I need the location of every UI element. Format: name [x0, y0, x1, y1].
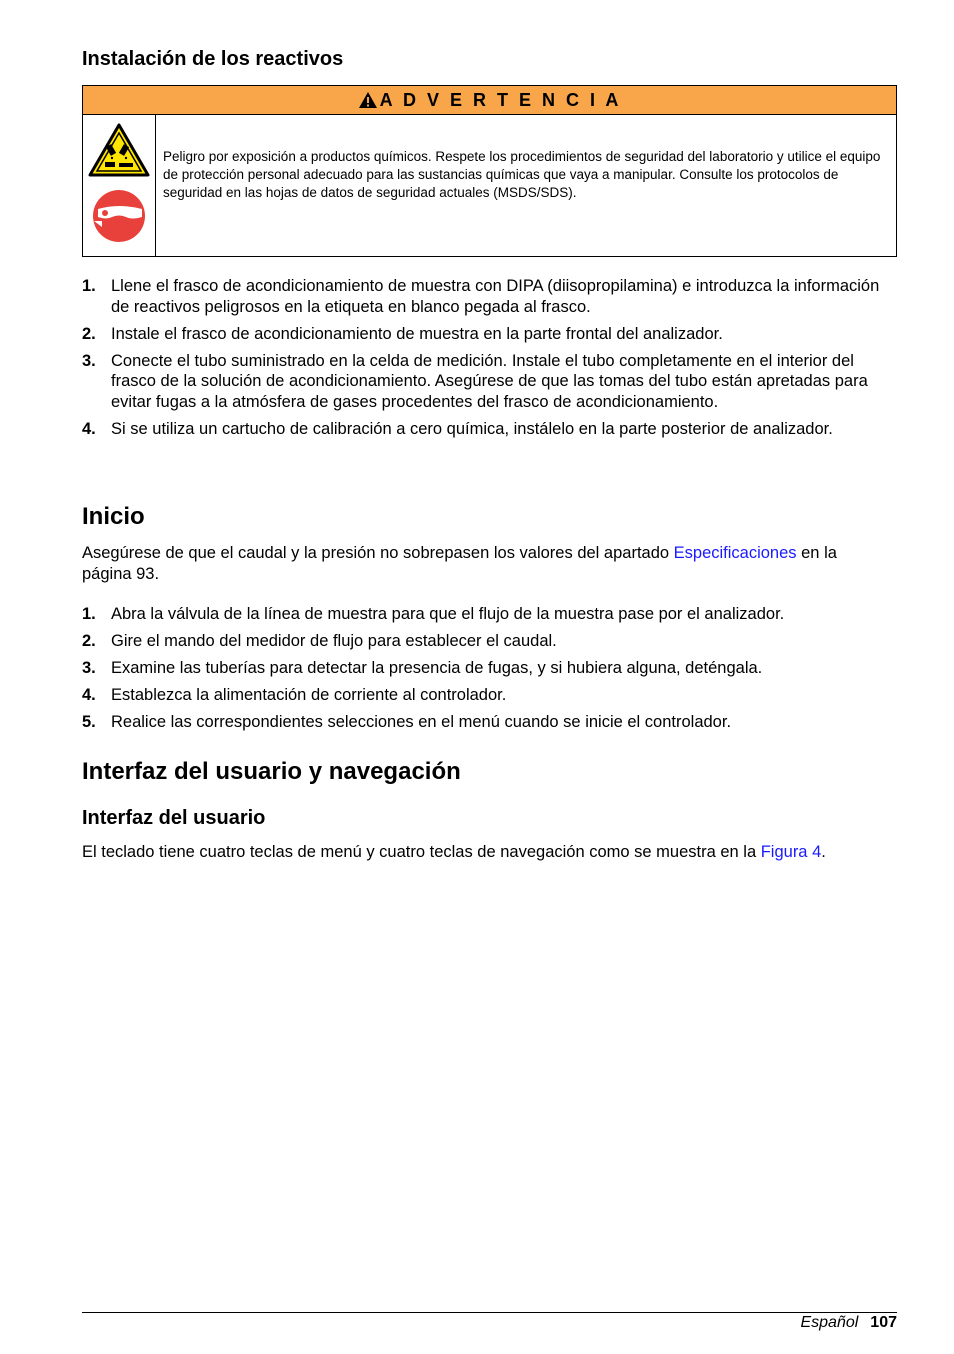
page-footer	[82, 1312, 897, 1345]
subsection-heading-ui: Interfaz del usuario	[82, 807, 266, 829]
step-number: 1.	[82, 277, 96, 295]
warning-text: Peligro por exposición a productos químicos. Respete los procedimientos de seguridad del laboratorio y utilice el equipo de protección personal adecuado para las sustancias químicas que vaya a manipular. Consulte los protocolos de seguridad en las hojas de datos de seguridad actuales (MSDS/SDS).	[163, 149, 881, 200]
list-item	[82, 712, 897, 733]
step-text: Establezca la alimentación de corriente al controlador.	[111, 686, 507, 704]
section-heading-inicio: Inicio	[82, 503, 145, 530]
step-text: Realice las correspondientes selecciones en el menú cuando se inicie el controlador.	[111, 713, 732, 731]
step-number: 5.	[82, 713, 96, 731]
step-text: Conecte el tubo suministrado en la celda de medición. Instale el tubo completamente en el interior del frasco de la solución de acondicionamiento. Asegúrese de que las tomas del tubo están apretadas para evitar fugas a la atmósfera de gases procedentes del frasco de acondicionamiento.	[111, 351, 868, 411]
list-item	[82, 324, 897, 345]
step-number: 4.	[82, 419, 96, 438]
list-item	[82, 351, 897, 413]
section-heading-navigation: Interfaz del usuario y navegación	[82, 758, 461, 785]
step-number: 2.	[82, 324, 96, 343]
intro-text: Asegúrese de que el caudal y la presión no sobrepasen los valores del apartado	[82, 544, 674, 562]
intro-text-end: en la página 93.	[82, 544, 837, 583]
step-text: Gire el mando del medidor de flujo para establecer el caudal.	[111, 632, 557, 650]
footer-language: Español	[800, 1314, 859, 1331]
reagent-steps-list	[82, 276, 897, 446]
inicio-intro	[82, 543, 882, 584]
step-number: 3.	[82, 659, 96, 677]
list-item	[82, 631, 897, 652]
intro-text-end: .	[821, 843, 826, 861]
list-item	[82, 658, 897, 679]
page-number: 107	[870, 1314, 897, 1331]
ui-intro	[82, 842, 872, 863]
safety-goggles-icon	[92, 187, 146, 245]
list-item	[82, 419, 897, 440]
specifications-link[interactable]: Especificaciones	[673, 544, 797, 562]
step-number: 1.	[82, 605, 96, 623]
step-text: Instale el frasco de acondicionamiento de muestra en la parte frontal del analizador.	[111, 324, 723, 343]
warning-icons	[83, 115, 156, 256]
figure-4-link[interactable]: Figura 4	[760, 843, 822, 861]
intro-text: El teclado tiene cuatro teclas de menú y cuatro teclas de navegación como se muestra en la	[82, 843, 761, 861]
section-heading-reagents: Instalación de los reactivos	[82, 48, 344, 70]
list-item	[82, 685, 897, 706]
step-number: 3.	[82, 351, 96, 370]
step-text: Si se utiliza un cartucho de calibración a cero química, instálelo en la parte posterior de analizador.	[111, 419, 833, 438]
startup-steps-list	[82, 604, 897, 739]
list-item	[82, 604, 897, 625]
warning-label: A D V E R T E N C I A	[379, 90, 622, 110]
step-number: 4.	[82, 686, 96, 704]
warning-header	[83, 86, 896, 115]
warning-box	[82, 85, 897, 257]
chemical-hazard-icon	[88, 123, 150, 177]
step-text: Abra la válvula de la línea de muestra para que el flujo de la muestra pase por el analizador.	[111, 605, 785, 623]
step-text: Llene el frasco de acondicionamiento de muestra con DIPA (diisopropilamina) e introduzca la información de reactivos peligrosos en la etiqueta en blanco pegada al frasco.	[111, 277, 880, 316]
list-item	[82, 276, 897, 317]
step-number: 2.	[82, 632, 96, 650]
step-text: Examine las tuberías para detectar la presencia de fugas, y si hubiera alguna, deténgala.	[111, 659, 763, 677]
warning-triangle-icon	[358, 91, 378, 109]
